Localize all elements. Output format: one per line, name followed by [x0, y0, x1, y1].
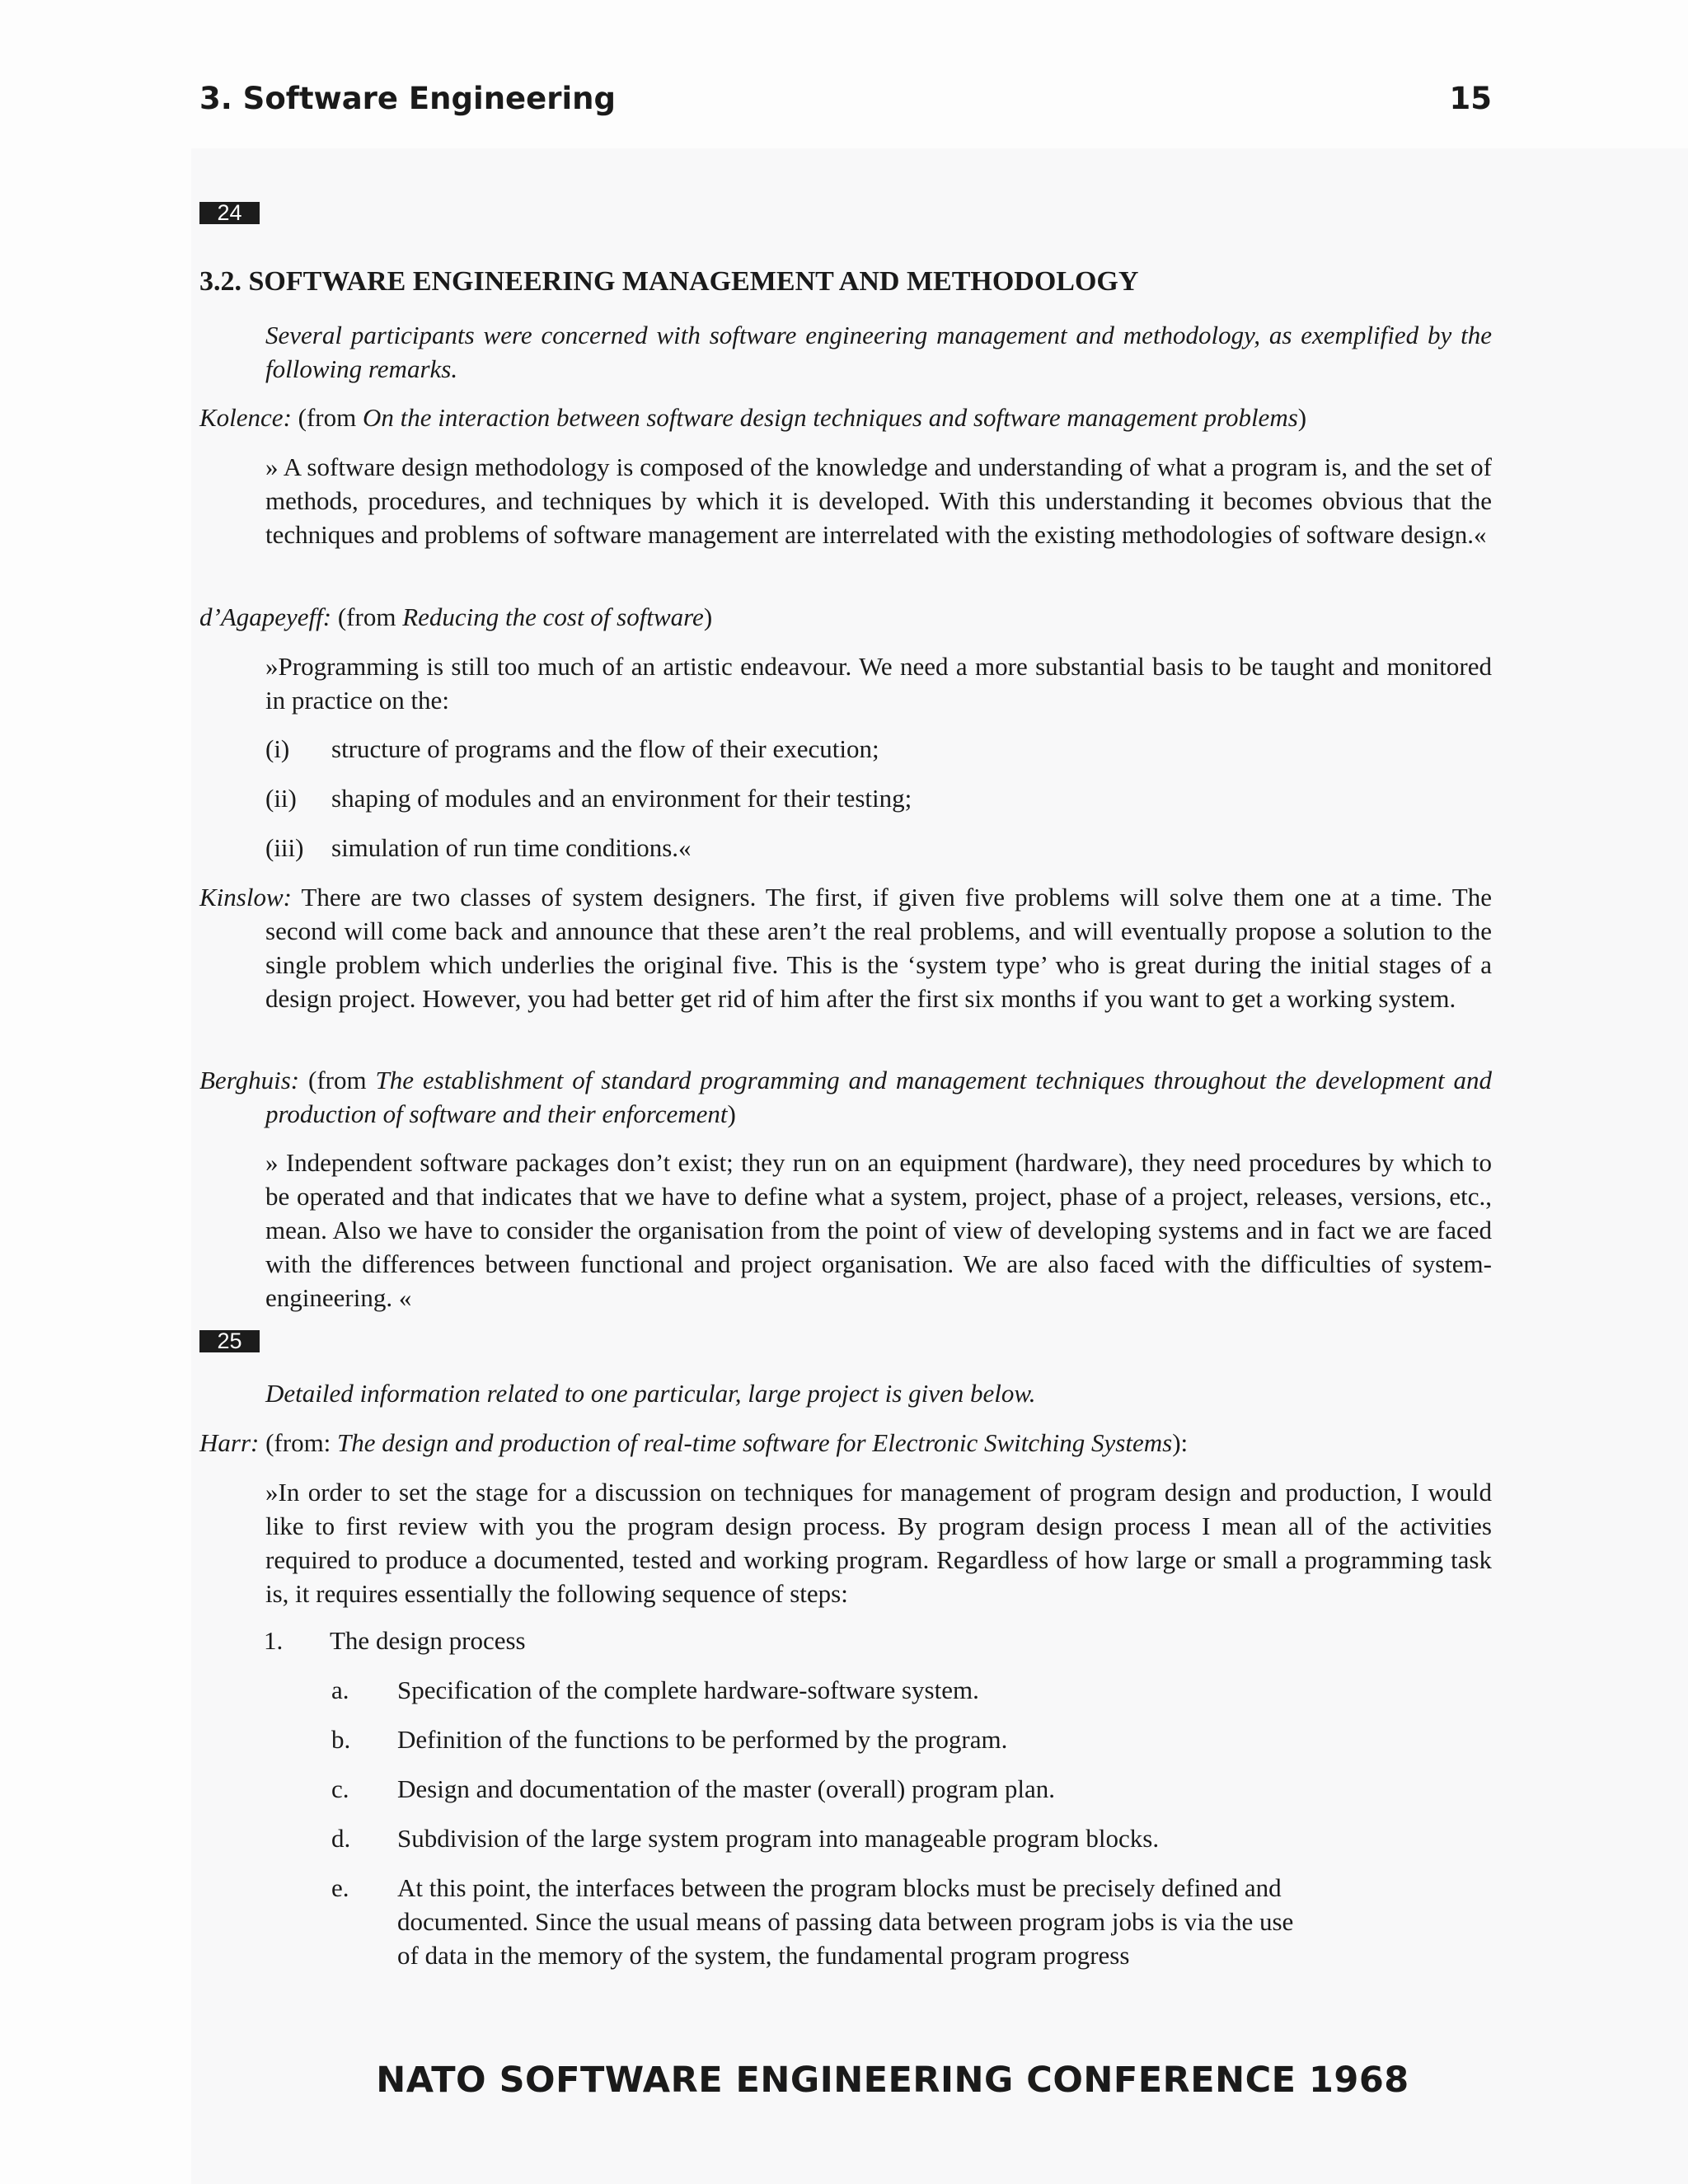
speaker-name: d’Agapeyeff: — [199, 602, 332, 631]
source-title: Reducing the cost of software — [402, 602, 704, 631]
list-item — [265, 781, 1492, 815]
page-marker: 24 — [199, 202, 260, 224]
source-suffix: ) — [1297, 403, 1307, 432]
substep-label: d. — [331, 1824, 351, 1853]
source-prefix: (from — [299, 1066, 376, 1094]
source-prefix: (from — [291, 403, 363, 432]
source-suffix: ) — [703, 602, 713, 631]
substep-text: Specification of the complete hardware-software system. — [397, 1675, 979, 1704]
item-text: shaping of modules and an environment for their testing; — [331, 784, 912, 813]
substep-item — [331, 1722, 1492, 1756]
substep-text: Subdivision of the large system program into manageable program blocks. — [397, 1824, 1160, 1853]
page-marker: 25 — [199, 1330, 260, 1352]
substep-label: c. — [331, 1774, 349, 1803]
step-item — [264, 1624, 1492, 1657]
harr-attribution — [199, 1426, 1492, 1460]
detail-note — [265, 1376, 1492, 1410]
kinslow-remark — [199, 880, 1492, 1015]
substep-label: a. — [331, 1675, 349, 1704]
source-prefix: (from — [331, 602, 403, 631]
substep-label: b. — [331, 1725, 351, 1754]
section-heading — [199, 264, 1492, 300]
source-title: The design and production of real-time software for Electronic Switching Systems — [337, 1428, 1173, 1457]
substep-text: Definition of the functions to be performed by the program. — [397, 1725, 1008, 1754]
item-text: structure of programs and the flow of their execution; — [331, 734, 879, 763]
berghuis-attribution — [199, 1063, 1492, 1131]
substep-label: e. — [331, 1873, 349, 1902]
speaker-name: Kolence: — [199, 403, 292, 432]
item-text: simulation of run time conditions.« — [331, 833, 692, 862]
dagapeyeff-quote — [265, 649, 1492, 717]
kolence-quote — [265, 450, 1492, 551]
running-header — [199, 79, 1492, 119]
substep-text: At this point, the interfaces between the program blocks must be precisely defined and documented. Since the usual means of passing data between program jobs is via the use of data in the memory of the system, the fundamental program progress — [397, 1873, 1294, 1970]
kolence-attribution — [199, 401, 1492, 434]
detail-text: Detailed information related to one particular, large project is given below. — [265, 1379, 1036, 1408]
quote-text: »In order to set the stage for a discussion on techniques for management of program design and production, I would like to first review with you the program design process. By program design process I mean all of the activities required to produce a documented, tested and working program. Regardless of how large or small a programming task is, it requires essentially the following sequence of steps: — [265, 1478, 1492, 1608]
step-text: The design process — [330, 1626, 526, 1655]
dagapeyeff-attribution — [199, 600, 1492, 634]
source-prefix: (from: — [259, 1428, 338, 1457]
source-title: On the interaction between software design techniques and software management problems — [362, 403, 1298, 432]
step-label: 1. — [264, 1626, 284, 1655]
substep-item — [331, 1772, 1492, 1806]
speaker-name: Berghuis: — [199, 1066, 300, 1094]
source-suffix: ) — [727, 1099, 736, 1128]
harr-quote — [265, 1475, 1492, 1610]
quote-text: » Independent software packages don’t exist; they run on an equipment (hardware), they need procedures by which to be operated and that indicates that we have to define what a system, project, phase of a project, releases, versions, etc., mean. Also we have to consider the organisation from the point of view of developing systems and in fact we are faced with the differences between functional and project organisation. We are also faced with the difficulties of system-engineering. « — [265, 1148, 1492, 1312]
list-item — [265, 831, 1492, 865]
speaker-name: Kinslow: — [199, 883, 292, 912]
item-label: (i) — [265, 734, 290, 763]
quote-text: »Programming is still too much of an artistic endeavour. We need a more substantial basis to be taught and monitored in practice on the: — [265, 652, 1492, 715]
kinslow-paragraph — [199, 880, 1492, 1015]
source-title: The establishment of standard programming and management techniques throughout the development and production of software and their enforcement — [265, 1066, 1492, 1128]
section-title: 3.2. SOFTWARE ENGINEERING MANAGEMENT AND METHODOLOGY — [199, 266, 1139, 297]
remark-text: There are two classes of system designers. The first, if given five problems will solve them one at a time. The second will come back and announce that these aren’t the real problems, and will eventually propose a solution to the single problem which underlies the original five. This is the ‘system type’ who is great during the initial stages of a design project. However, you had better get rid of him after the first six months if you want to get a working system. — [265, 883, 1492, 1013]
list-item — [265, 732, 1492, 766]
source-suffix: ): — [1172, 1428, 1189, 1457]
page-number: 15 — [1449, 81, 1492, 116]
item-label: (iii) — [265, 833, 304, 862]
intro-text: Several participants were concerned with software engineering management and methodology, as exemplified by the following remarks. — [265, 321, 1492, 383]
intro-paragraph — [265, 318, 1492, 386]
item-label: (ii) — [265, 784, 297, 813]
berghuis-quote — [265, 1146, 1492, 1315]
chapter-title: 3. Software Engineering — [199, 81, 616, 116]
speaker-name: Harr: — [199, 1428, 260, 1457]
berghuis-paragraph — [199, 1063, 1492, 1131]
substep-item — [331, 1871, 1320, 1972]
substep-item — [331, 1821, 1492, 1855]
conference-footer: NATO SOFTWARE ENGINEERING CONFERENCE 1968 — [376, 2060, 1409, 2101]
quote-text: » A software design methodology is composed of the knowledge and understanding of what a program is, and the set of methods, procedures, and techniques by which it is developed. With this understanding it becomes obvious that the techniques and problems of software management are interrelated with the existing methodologies of software design.« — [265, 452, 1492, 549]
substep-item — [331, 1673, 1492, 1707]
substep-text: Design and documentation of the master (overall) program plan. — [397, 1774, 1055, 1803]
